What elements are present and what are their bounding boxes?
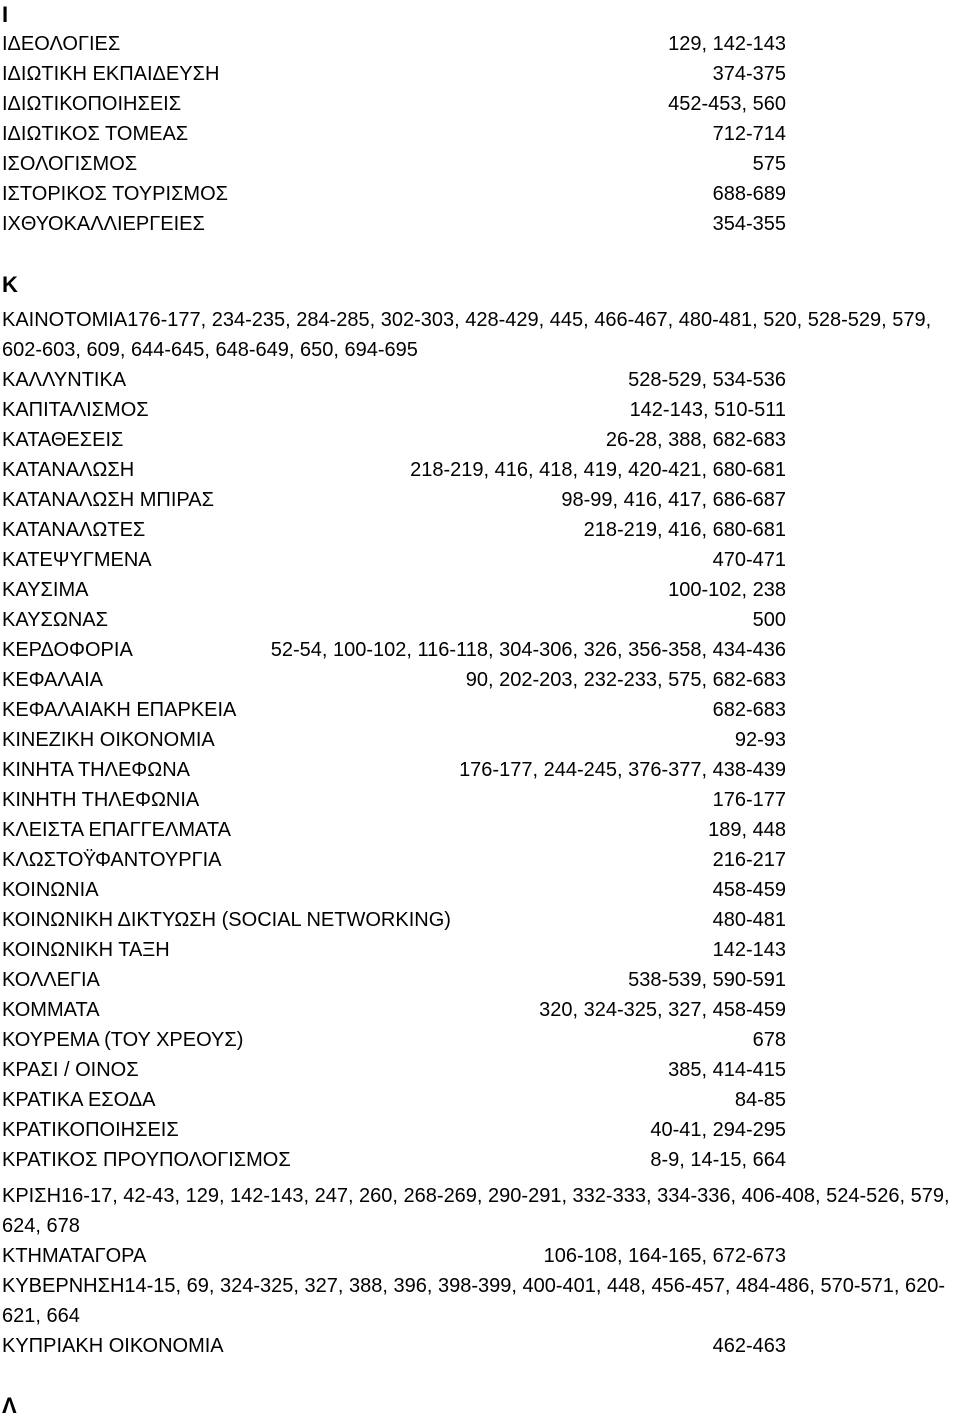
entry-pages: 320, 324-325, 327, 458-459 bbox=[539, 999, 786, 1021]
index-entry bbox=[2, 456, 786, 484]
entry-pages: 90, 202-203, 232-233, 575, 682-683 bbox=[465, 669, 786, 691]
entry-pages: 106-108, 164-165, 672-673 bbox=[543, 1245, 786, 1267]
entry-term: ΚΑΤΑΝΑΛΩΤΕΣ bbox=[2, 519, 146, 541]
index-entry bbox=[2, 936, 786, 964]
index-entry bbox=[2, 726, 786, 754]
entry-term: ΙΔΙΩΤΙΚΗ ΕΚΠΑΙΔΕΥΣΗ bbox=[2, 63, 220, 85]
index-entry bbox=[2, 180, 786, 208]
index-entry bbox=[2, 210, 786, 238]
index-entry bbox=[2, 846, 786, 874]
entry-pages: 682-683 bbox=[712, 699, 786, 721]
entry-term: ΚΕΦΑΛΑΙΑ bbox=[2, 669, 103, 691]
entry-pages: 216-217 bbox=[712, 849, 786, 871]
entry-term: ΚΛΕΙΣΤΑ ΕΠΑΓΓΕΛΜΑΤΑ bbox=[2, 819, 231, 841]
entry-pages: 470-471 bbox=[712, 549, 786, 571]
entry-term: ΚΟΙΝΩΝΙΑ bbox=[2, 879, 99, 901]
entry-pages: 218-219, 416, 418, 419, 420-421, 680-681 bbox=[410, 459, 786, 481]
index-entry bbox=[2, 120, 786, 148]
entry-pages: 385, 414-415 bbox=[668, 1059, 786, 1081]
section-letter-l: Λ bbox=[2, 1393, 17, 1418]
entry-pages: 528-529, 534-536 bbox=[628, 369, 786, 391]
entry-term: ΚΤΗΜΑΤΑΓΟΡΑ bbox=[2, 1245, 147, 1267]
index-entry bbox=[2, 1116, 786, 1144]
entry-pages: 678 bbox=[752, 1029, 786, 1051]
index-entry bbox=[2, 546, 786, 574]
entry-term: ΚΥΠΡΙΑΚΗ ΟΙΚΟΝΟΜΙΑ bbox=[2, 1335, 224, 1357]
index-entry bbox=[2, 30, 786, 58]
index-entry-wrapped: ΚΥΒΕΡΝΗΣΗ14-15, 69, 324-325, 327, 388, 396, 398-399, 400-401, 448, 456-457, 484-486, 570-571, 620-621, 664 bbox=[2, 1275, 946, 1328]
entry-term: ΚΡΑΤΙΚΟΣ ΠΡΟΥΠΟΛΟΓΙΣΜΟΣ bbox=[2, 1149, 291, 1171]
entry-term: ΚΑΥΣΩΝΑΣ bbox=[2, 609, 108, 631]
entry-pages: 176-177 bbox=[712, 789, 786, 811]
index-entry bbox=[2, 1026, 786, 1054]
entry-term: ΚΕΡΔΟΦΟΡΙΑ bbox=[2, 639, 133, 661]
entry-term: ΚΕΦΑΛΑΙΑΚΗ ΕΠΑΡΚΕΙΑ bbox=[2, 699, 237, 721]
entry-pages: 189, 448 bbox=[708, 819, 786, 841]
entry-pages: 142-143 bbox=[712, 939, 786, 961]
index-entry bbox=[2, 966, 786, 994]
entry-pages: 354-355 bbox=[712, 213, 786, 235]
index-entry bbox=[2, 696, 786, 724]
entry-term: ΙΧΘΥΟΚΑΛΛΙΕΡΓΕΙΕΣ bbox=[2, 213, 205, 235]
index-entry bbox=[2, 1086, 786, 1114]
entry-pages: 374-375 bbox=[712, 63, 786, 85]
index-entry bbox=[2, 60, 786, 88]
index-entry bbox=[2, 876, 786, 904]
entry-term: ΙΔΕΟΛΟΓΙΕΣ bbox=[2, 33, 121, 55]
index-entry bbox=[2, 486, 786, 514]
index-entry bbox=[2, 666, 786, 694]
entry-term: ΚΡΑΤΙΚΟΠΟΙΗΣΕΙΣ bbox=[2, 1119, 179, 1141]
entry-term: ΚΟΙΝΩΝΙΚΗ ΤΑΞΗ bbox=[2, 939, 170, 961]
entry-term: ΚΛΩΣΤΟΫΦΑΝΤΟΥΡΓΙΑ bbox=[2, 849, 222, 871]
index-entry bbox=[2, 606, 786, 634]
index-entry-wrapped: ΚΑΙΝΟΤΟΜΙΑ176-177, 234-235, 284-285, 302-303, 428-429, 445, 466-467, 480-481, 520, 528-529, 579, 602-603, 609, 644-645, 648-649, 650, 694-695 bbox=[2, 309, 932, 362]
index-entry bbox=[2, 756, 786, 784]
index-entry bbox=[2, 1056, 786, 1084]
entry-term: ΚΙΝΗΤΗ ΤΗΛΕΦΩΝΙΑ bbox=[2, 789, 200, 811]
entry-pages: 84-85 bbox=[734, 1089, 786, 1111]
entry-term: ΚΑΤΑΝΑΛΩΣΗ bbox=[2, 459, 135, 481]
entry-term: ΚΟΜΜΑΤΑ bbox=[2, 999, 100, 1021]
entry-term: ΚΑΠΙΤΑΛΙΣΜΟΣ bbox=[2, 399, 149, 421]
entry-pages: 452-453, 560 bbox=[668, 93, 786, 115]
entry-term: ΚΟΙΝΩΝΙΚΗ ΔΙΚΤΥΩΣΗ (SOCIAL NETWORKING) bbox=[2, 909, 451, 931]
entry-term: ΙΣΤΟΡΙΚΟΣ ΤΟΥΡΙΣΜΟΣ bbox=[2, 183, 229, 205]
entry-term: ΚΑΛΛΥΝΤΙΚΑ bbox=[2, 369, 127, 391]
entry-term: ΙΔΙΩΤΙΚΟΠΟΙΗΣΕΙΣ bbox=[2, 93, 182, 115]
entry-pages: 575 bbox=[752, 153, 786, 175]
index-entry bbox=[2, 996, 786, 1024]
entry-pages: 142-143, 510-511 bbox=[629, 399, 786, 421]
entry-pages: 92-93 bbox=[734, 729, 786, 751]
index-entry bbox=[2, 906, 786, 934]
entry-pages: 98-99, 416, 417, 686-687 bbox=[561, 489, 786, 511]
entry-term: ΚΙΝΗΤΑ ΤΗΛΕΦΩΝΑ bbox=[2, 759, 190, 781]
section-letter-k: Κ bbox=[2, 272, 18, 297]
index-entry bbox=[2, 396, 786, 424]
entry-term: ΙΣΟΛΟΓΙΣΜΟΣ bbox=[2, 153, 138, 175]
entry-pages: 40-41, 294-295 bbox=[650, 1119, 786, 1141]
entry-term: ΚΑΤΑΝΑΛΩΣΗ ΜΠΙΡΑΣ bbox=[2, 489, 214, 511]
entry-pages: 218-219, 416, 680-681 bbox=[583, 519, 786, 541]
entry-pages: 8-9, 14-15, 664 bbox=[650, 1149, 786, 1171]
index-entry bbox=[2, 636, 786, 664]
entry-pages: 538-539, 590-591 bbox=[628, 969, 786, 991]
entry-term: ΚΙΝΕΖΙΚΗ ΟΙΚΟΝΟΜΙΑ bbox=[2, 729, 215, 751]
index-entry bbox=[2, 1332, 786, 1360]
index-entry bbox=[2, 366, 786, 394]
entry-term: ΚΡΑΣΙ / ΟΙΝΟΣ bbox=[2, 1059, 139, 1081]
entry-term: ΙΔΙΩΤΙΚΟΣ ΤΟΜΕΑΣ bbox=[2, 123, 189, 145]
entry-term: ΚΑΥΣΙΜΑ bbox=[2, 579, 89, 601]
entry-pages: 500 bbox=[752, 609, 786, 631]
entry-pages: 26-28, 388, 682-683 bbox=[605, 429, 786, 451]
index-entry bbox=[2, 786, 786, 814]
entry-pages: 100-102, 238 bbox=[668, 579, 786, 601]
section-letter-i: Ι bbox=[2, 2, 9, 27]
entry-term: ΚΑΤΕΨΥΓΜΕΝΑ bbox=[2, 549, 152, 571]
entry-pages: 712-714 bbox=[712, 123, 786, 145]
index-entry bbox=[2, 576, 786, 604]
entry-pages: 52-54, 100-102, 116-118, 304-306, 326, 356-358, 434-436 bbox=[270, 639, 786, 661]
entry-term: ΚΡΑΤΙΚΑ ΕΣΟΔΑ bbox=[2, 1089, 156, 1111]
index-entry bbox=[2, 516, 786, 544]
entry-term: ΚΑΤΑΘΕΣΕΙΣ bbox=[2, 429, 124, 451]
entry-term: ΚΟΥΡΕΜΑ (ΤΟΥ ΧΡΕΟΥΣ) bbox=[2, 1029, 244, 1051]
index-entry bbox=[2, 1146, 786, 1174]
entry-pages: 462-463 bbox=[712, 1335, 786, 1357]
entry-pages: 129, 142-143 bbox=[668, 33, 786, 55]
entry-term: ΚΟΛΛΕΓΙΑ bbox=[2, 969, 100, 991]
entry-pages: 480-481 bbox=[712, 909, 786, 931]
index-entry bbox=[2, 426, 786, 454]
entry-pages: 458-459 bbox=[712, 879, 786, 901]
index-entry bbox=[2, 90, 786, 118]
index-entry bbox=[2, 816, 786, 844]
entry-pages: 176-177, 244-245, 376-377, 438-439 bbox=[459, 759, 786, 781]
index-entry bbox=[2, 1242, 786, 1270]
index-entry bbox=[2, 150, 786, 178]
entry-pages: 688-689 bbox=[712, 183, 786, 205]
index-entry-wrapped: ΚΡΙΣΗ16-17, 42-43, 129, 142-143, 247, 260, 268-269, 290-291, 332-333, 334-336, 406-408, 524-526, 579, 624, 678 bbox=[2, 1185, 950, 1238]
